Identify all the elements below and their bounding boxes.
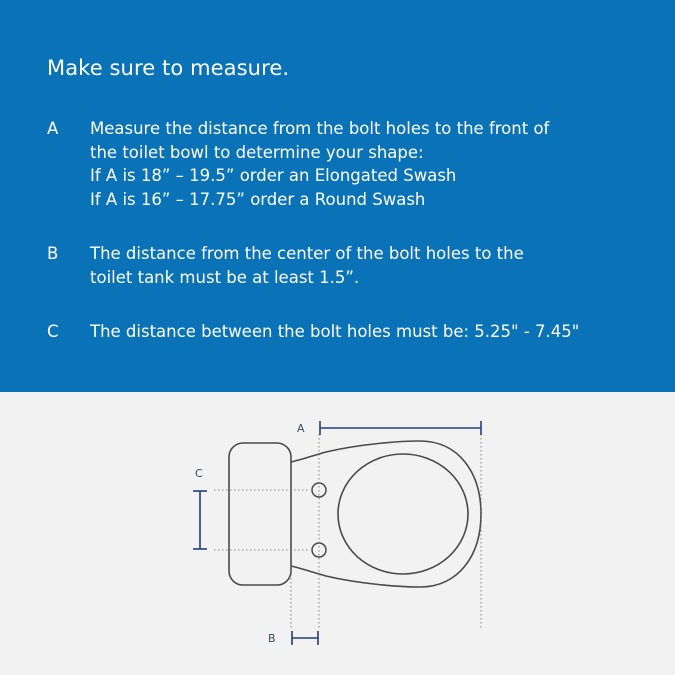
- toilet-diagram-panel: [0, 392, 675, 675]
- instruction-text: [90, 242, 524, 289]
- toilet-diagram: [0, 392, 675, 675]
- instruction-text: [90, 117, 549, 211]
- instruction-text: [90, 320, 579, 344]
- page-title: Make sure to measure.: [47, 56, 290, 80]
- dimension-label-a: A: [297, 422, 305, 435]
- instruction-line: toilet tank must be at least 1.5”.: [90, 267, 360, 287]
- instruction-line: Measure the distance from the bolt holes to the front of: [90, 119, 550, 138]
- dimension-c: [193, 491, 207, 549]
- instruction-line: The distance between the bolt holes must be: 5.25" - 7.45": [90, 322, 580, 341]
- dimension-b: [292, 631, 318, 645]
- instruction-key: B: [47, 244, 59, 263]
- instruction-line: If A is 18” – 19.5” order an Elongated Swash: [90, 166, 457, 185]
- dimension-label-c: C: [195, 467, 203, 480]
- instruction-key: A: [47, 119, 59, 138]
- dimension-a: [320, 421, 481, 435]
- instruction-line: the toilet bowl to determine your shape:: [90, 142, 424, 162]
- instruction-line: If A is 16” – 17.75” order a Round Swash: [90, 189, 426, 209]
- instruction-key: C: [47, 322, 59, 341]
- instruction-line: The distance from the center of the bolt holes to the: [90, 244, 524, 263]
- toilet-bowl-outline: [291, 441, 481, 587]
- toilet-tank: [229, 443, 291, 585]
- toilet-bowl-opening: [338, 454, 468, 574]
- dimension-label-b: B: [268, 632, 276, 645]
